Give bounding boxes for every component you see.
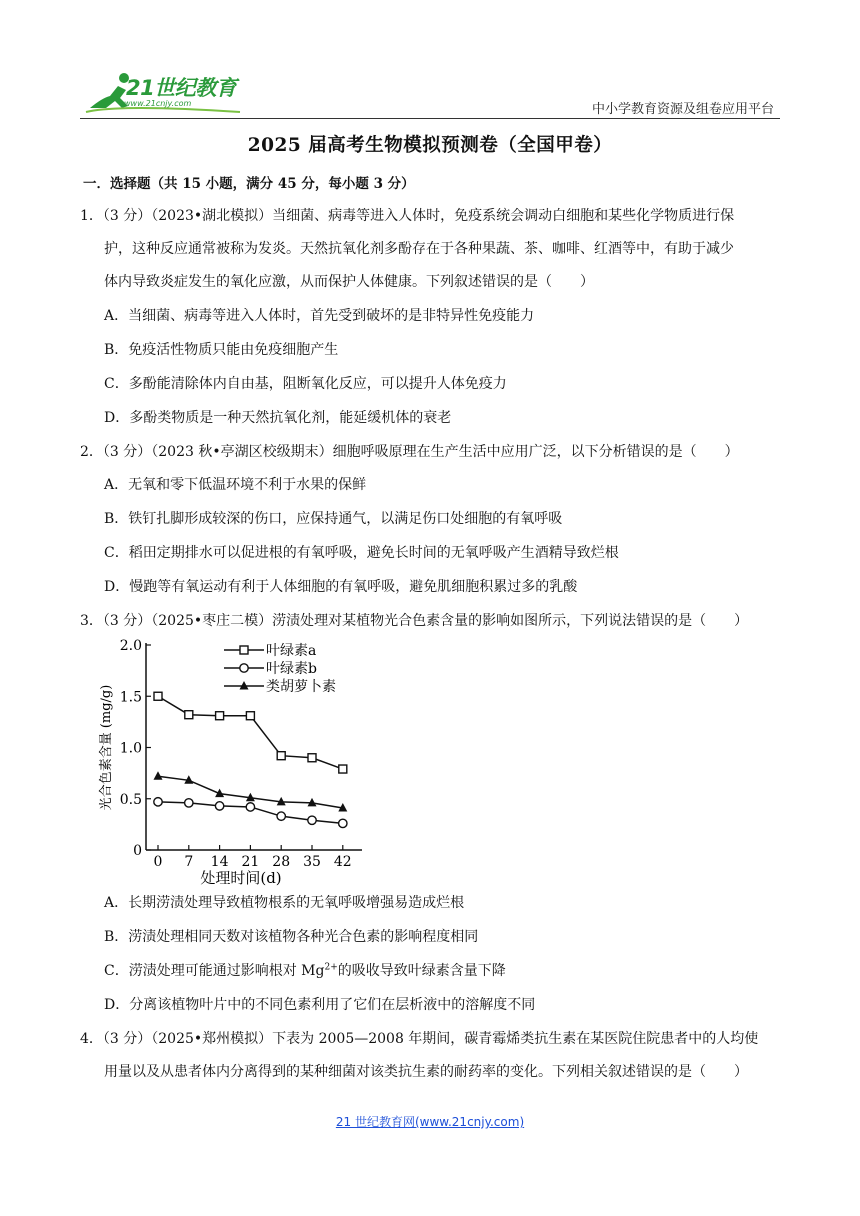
series-0-point: [277, 752, 285, 760]
q1-option-d: D．多酚类物质是一种天然抗氧化剂，能延缓机体的衰老: [104, 410, 452, 426]
q4-stem-line2: 用量以及从患者体内分离得到的某种细菌对该类抗生素的耐药率的变化。下列相关叙述错误的是（ ）: [104, 1064, 748, 1080]
x-tick-label: 14: [210, 854, 229, 870]
legend-marker-0: [240, 646, 248, 654]
q4-stem-line1: 4．（3 分）（2025•郑州模拟）下表为 2005—2008 年期间，碳青霉烯类抗生素在某医院住院患者中的人均使: [80, 1031, 759, 1047]
y-tick-label: 0.5: [119, 791, 142, 808]
q2-option-c: C．稻田定期排水可以促进根的有氧呼吸，避免长时间的无氧呼吸产生酒精导致烂根: [104, 545, 619, 561]
q2-stem: 2．（3 分）（2023 秋•亭湖区校级期末）细胞呼吸原理在生产生活中应用广泛，以下分析错误的是（ ）: [80, 444, 739, 460]
legend-marker-1: [240, 664, 248, 672]
q3-option-d: D．分离该植物叶片中的不同色素利用了它们在层析液中的溶解度不同: [104, 997, 536, 1013]
legend-label-1: 叶绿素b: [266, 661, 317, 677]
q3-option-a: A．长期涝渍处理导致植物根系的无氧呼吸增强易造成烂根: [104, 895, 465, 911]
y-tick-label: 0: [133, 843, 142, 859]
y-tick-label: 2.0: [119, 638, 142, 654]
platform-label: 中小学教育资源及组卷应用平台: [591, 102, 774, 117]
x-axis-label: 处理时间(d): [200, 869, 282, 887]
q1-stem-line1: 1．（3 分）（2023•湖北模拟）当细菌、病毒等进入人体时，免疫系统会调动白细胞和某些化学物质进行保: [80, 208, 735, 224]
footer-link[interactable]: 21 世纪教育网(www.21cnjy.com): [335, 1115, 525, 1129]
q2-option-d: D．慢跑等有氧运动有利于人体细胞的有氧呼吸，避免肌细胞积累过多的乳酸: [104, 579, 578, 595]
q3-option-c-tail: 的吸收导致叶绿素含量下降: [337, 963, 506, 979]
series-2-point: [154, 771, 163, 780]
series-1-point: [185, 799, 193, 807]
series-1-point: [154, 798, 162, 806]
q3-option-c-text: C．涝渍处理可能通过影响根对 Mg: [104, 963, 325, 979]
legend-label-0: 叶绿素a: [266, 643, 317, 659]
q2-option-a: A．无氧和零下低温环境不利于水果的保鲜: [104, 477, 367, 493]
q3-option-c-superscript: 2+: [324, 962, 338, 973]
section-heading: 一．选择题（共 15 小题，满分 45 分，每小题 3 分）: [83, 176, 415, 192]
y-tick-label: 1.5: [119, 689, 142, 706]
x-tick-label: 7: [184, 854, 194, 870]
q1-option-c: C．多酚能清除体内自由基，阻断氧化反应，可以提升人体免疫力: [104, 376, 507, 392]
series-0-point: [308, 754, 316, 762]
series-1-point: [308, 816, 316, 824]
q3-option-c: [104, 960, 506, 980]
x-tick-label: 42: [333, 854, 352, 870]
q1-stem-line3: 体内导致炎症发生的氧化应激，从而保护人体健康。下列叙述错误的是（ ）: [104, 274, 594, 290]
q1-stem-line2: 护，这种反应通常被称为发炎。天然抗氧化剂多酚存在于各种果蔬、茶、咖啡、红酒等中，有助于减少: [104, 241, 734, 257]
header-divider: [80, 118, 780, 119]
q1-option-b: B．免疫活性物质只能由免疫细胞产生: [104, 342, 339, 358]
page-title: 2025 届高考生物模拟预测卷（全国甲卷）: [247, 135, 613, 156]
series-0-point: [339, 765, 347, 773]
series-1-point: [339, 819, 347, 827]
y-axis-label: 光合色素含量 (mg/g): [99, 684, 114, 811]
x-tick-label: 0: [153, 854, 163, 870]
series-1-point: [215, 802, 223, 810]
series-0-point: [246, 712, 254, 720]
legend-label-2: 类胡萝卜素: [266, 679, 336, 695]
x-tick-label: 21: [241, 854, 260, 870]
q1-option-a: A．当细菌、病毒等进入人体时，首先受到破坏的是非特异性免疫能力: [104, 308, 535, 324]
q3-stem: 3．（3 分）（2025•枣庄二模）涝渍处理对某植物光合色素含量的影响如图所示，下列说法错误的是（ ）: [80, 613, 749, 629]
series-0-point: [185, 711, 193, 719]
x-tick-label: 35: [303, 854, 321, 870]
series-0-point: [154, 692, 162, 700]
q3-option-b: B．涝渍处理相同天数对该植物各种光合色素的影响程度相同: [104, 929, 479, 945]
x-tick-label: 28: [272, 854, 291, 870]
series-1-point: [277, 812, 285, 820]
logo-url: www.21cnjy.com: [124, 99, 192, 108]
q2-option-b: B．铁钉扎脚形成较深的伤口，应保持通气，以满足伤口处细胞的有氧呼吸: [104, 511, 563, 527]
series-0-point: [216, 712, 224, 720]
logo-text: 21世纪教育: [126, 76, 237, 100]
y-tick-label: 1.0: [119, 740, 142, 757]
pigment-line-chart: [96, 632, 386, 887]
series-1-point: [246, 803, 254, 811]
